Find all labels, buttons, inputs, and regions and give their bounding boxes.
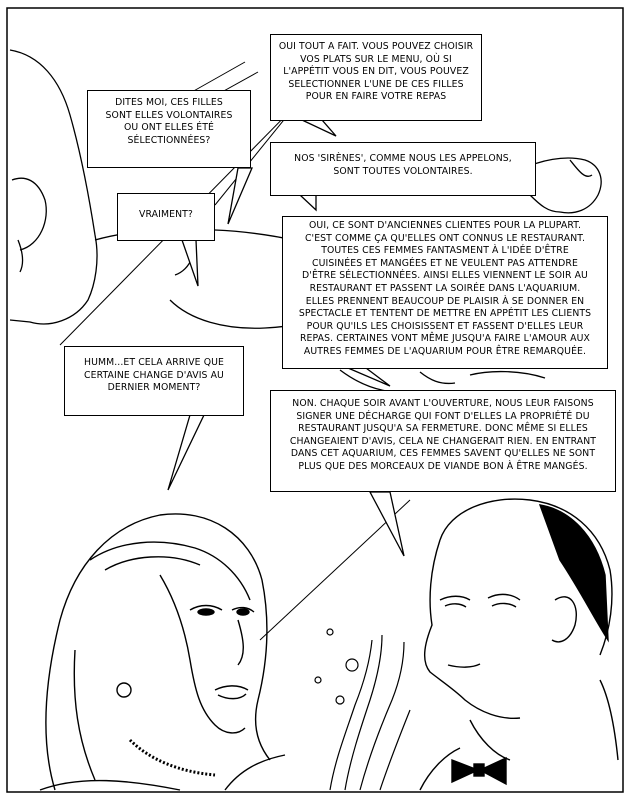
speech-bubble-woman-question: DITES MOI, CES FILLES SONT ELLES VOLONTAIRES OU ONT ELLES ÉTÉ SÉLECTIONNÉES? bbox=[87, 90, 251, 168]
man-figure bbox=[420, 499, 618, 790]
speech-bubble-woman-change-mind: HUMM...ET CELA ARRIVE QUE CERTAINE CHANGE D'AVIS AU DERNIER MOMENT? bbox=[64, 346, 244, 416]
hand-gesture bbox=[315, 629, 410, 790]
speech-bubble-man-waiver: NON. CHAQUE SOIR AVANT L'OUVERTURE, NOUS LEUR FAISONS SIGNER UNE DÉCHARGE QUI FONT D'ELLES LA PROPRIÉTÉ DU RESTAURANT JUSQU'A SA FERMETURE. DONC MÊME SI ELLES CHANGEAIENT D'AVIS, CELA NE CHANGERAIT RIEN. EN ENTRANT DANS CET AQUARIUM, CES FEMMES SAVENT QU'ELLES NE SONT PLUS QUE DES MORCEAUX DE VIANDE BON À ÊTRE MANGÉS. bbox=[270, 390, 616, 492]
woman-figure bbox=[40, 514, 285, 790]
speech-bubble-man-sirens: NOS 'SIRÈNES', COMME NOUS LES APPELONS, SONT TOUTES VOLONTAIRES. bbox=[270, 142, 536, 196]
speech-bubble-woman-really: VRAIMENT? bbox=[117, 193, 215, 241]
speech-bubble-man-explanation: OUI, CE SONT D'ANCIENNES CLIENTES POUR LA PLUPART. C'EST COMME ÇA QU'ELLES ONT CONNUS LE RESTAURANT. TOUTES CES FEMMES FANTASMENT À L'IDÉE D'ÊTRE CUISINÉES ET MANGÉES ET NE VEULENT PAS ATTENDRE D'ÊTRE SÉLECTIONNÉES. AINSI ELLES VIENNENT LE SOIR AU RESTAURANT ET PASSENT LA SOIRÉE DANS L'AQUARIUM. ELLES PRENNENT BEAUCOUP DE PLAISIR À SE DONNER EN SPECTACLE ET TENTENT DE METTRE EN APPÉTIT LES CLIENTS POUR QU'ILS LES CHOISISSENT ET FASSENT D'ELLES LEUR REPAS. CERTAINES VONT MÊME JUSQU'A FAIRE L'AMOUR AUX AUTRES FEMMES DE L'AQUARIUM POUR ÊTRE REMARQUÉE. bbox=[282, 216, 608, 369]
speech-bubble-man-menu: OUI TOUT A FAIT. VOUS POUVEZ CHOISIR VOS PLATS SUR LE MENU, OÙ SI L'APPÉTIT VOUS EN DIT, VOUS POUVEZ SELECTIONNER L'UNE DE CES FILLES POUR EN FAIRE VOTRE REPAS bbox=[270, 34, 482, 121]
